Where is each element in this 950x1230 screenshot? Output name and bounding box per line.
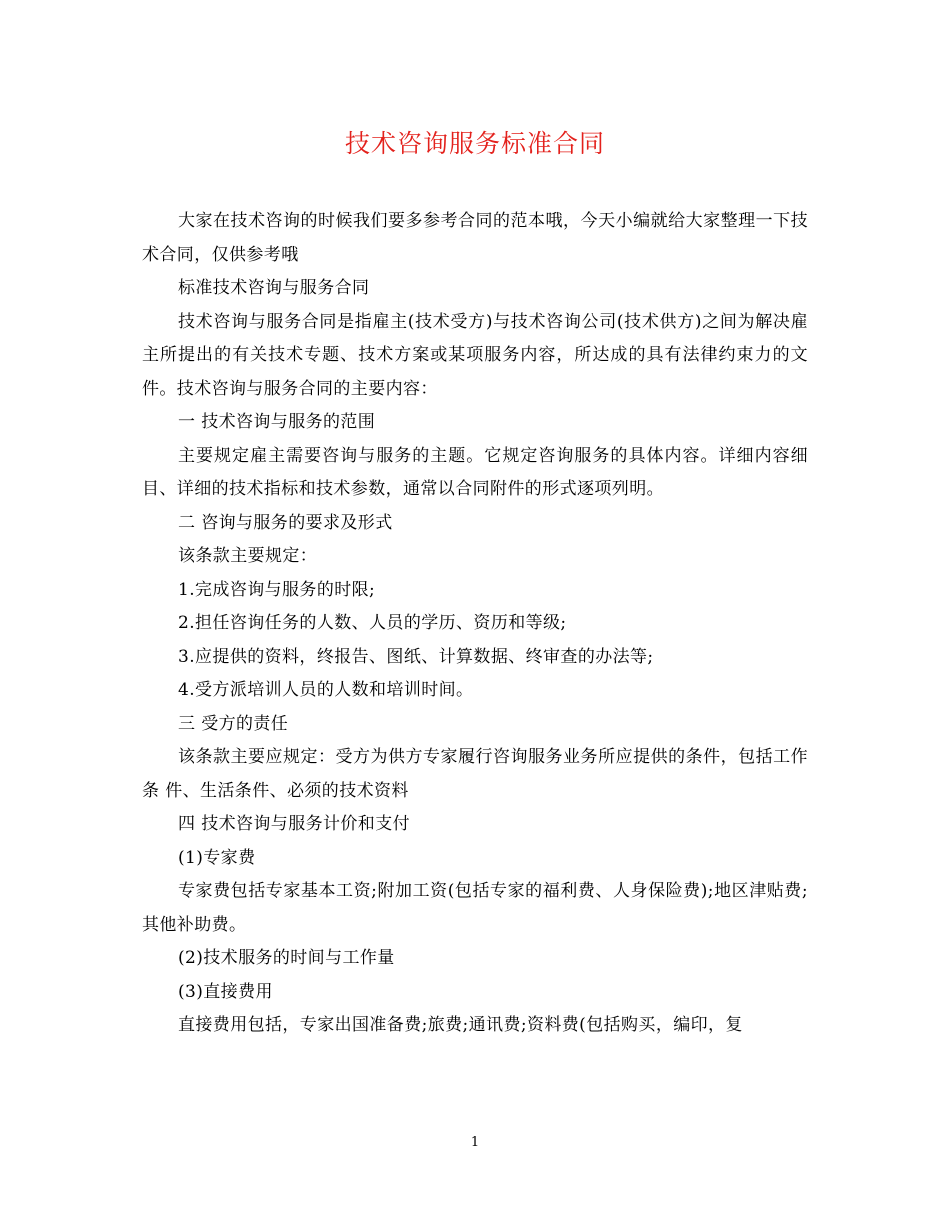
- list-item: 1.完成咨询与服务的时限;: [178, 579, 376, 600]
- body-paragraph: 主要规定雇主需要咨询与服务的主题。它规定咨询服务的具体内容。详细内容细目、详细的技术指标和技术参数，通常以合同附件的形式逐项列明。: [142, 445, 808, 499]
- list-item: 2.担任咨询任务的人数、人员的学历、资历和等级;: [178, 613, 567, 633]
- page-number: 1: [470, 1135, 480, 1150]
- section-heading: 标准技术咨询与服务合同: [178, 278, 370, 298]
- list-item: 4.受方派培训人员的人数和培训时间。: [178, 680, 474, 700]
- list-item: 3.应提供的资料，终报告、图纸、计算数据、终审查的办法等;: [178, 646, 654, 667]
- subsection-heading: (3)直接费用: [178, 981, 273, 1002]
- section-heading: 二 咨询与服务的要求及形式: [178, 512, 393, 533]
- section-heading: 四 技术咨询与服务计价和支付: [178, 814, 411, 834]
- section-heading: 一 技术咨询与服务的范围: [178, 412, 376, 432]
- document-title: 技术咨询服务标准合同: [344, 129, 605, 158]
- section-heading: 三 受方的责任: [178, 713, 289, 734]
- body-paragraph: 该条款主要应规定：受方为供方专家履行咨询服务业务所应提供的条件，包括工作条 件、生活条件、必须的技术资料: [142, 747, 808, 801]
- body-paragraph: 直接费用包括，专家出国准备费;旅费;通讯费;资料费(包括购买，编印，复: [178, 1015, 743, 1035]
- document-body: [142, 205, 808, 1043]
- subsection-heading: (1)专家费: [178, 847, 256, 868]
- body-paragraph: 专家费包括专家基本工资;附加工资(包括专家的福利费、人身保险费);地区津贴费;其他补助费。: [142, 881, 808, 935]
- subsection-heading: (2)技术服务的时间与工作量: [178, 948, 395, 968]
- intro-paragraph: 大家在技术咨询的时候我们要多参考合同的范本哦，今天小编就给大家整理一下技术合同，仅供参考哦: [142, 211, 808, 265]
- definition-paragraph: 技术咨询与服务合同是指雇主(技术受方)与技术咨询公司(技术供方)之间为解决雇主所提出的有关技术专题、技术方案或某项服务内容，所达成的具有法律约束力的文件。技术咨询与服务合同的主要内容：: [142, 311, 808, 399]
- body-paragraph: 该条款主要规定：: [178, 546, 318, 566]
